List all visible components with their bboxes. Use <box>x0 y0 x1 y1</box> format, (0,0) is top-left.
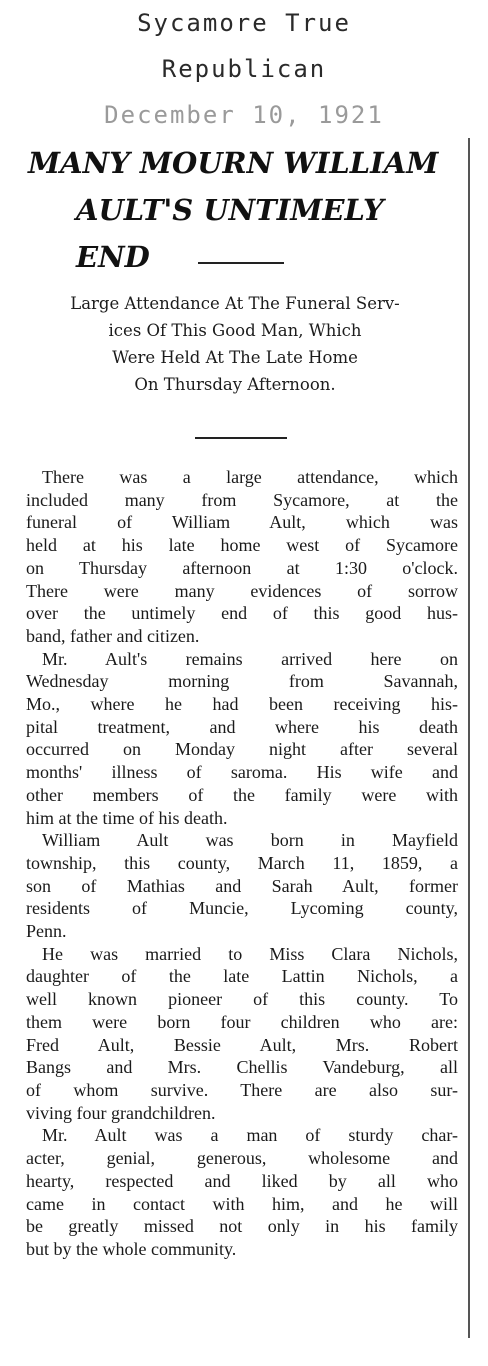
subheadline <box>12 290 458 398</box>
publication-date: December 10, 1921 <box>104 101 384 129</box>
article-body <box>26 466 458 1261</box>
subheadline-line: ices Of This Good Man, Which <box>108 321 362 340</box>
article-line: well known pioneer of this county. To <box>26 989 458 1010</box>
article-line: hearty, respected and liked by all who <box>26 1170 458 1191</box>
article-line: came in contact with him, and he will <box>26 1193 458 1214</box>
article-line: Mr. Ault's remains arrived here on <box>42 648 458 669</box>
article-line: son of Mathias and Sarah Ault, former <box>26 875 458 896</box>
article-line: daughter of the late Lattin Nichols, a <box>26 966 458 987</box>
subheadline-line: On Thursday Afternoon. <box>134 375 336 394</box>
article-line: There were many evidences of sorrow <box>26 580 458 601</box>
article-line: occurred on Monday night after several <box>26 739 458 760</box>
paper-name-line2: Republican <box>161 55 327 83</box>
subheadline-line: Large Attendance At The Funeral Serv- <box>70 294 400 313</box>
article-line: band, father and citizen. <box>26 625 200 646</box>
article-line: Mr. Ault was a man of sturdy char- <box>42 1125 458 1146</box>
article-line: Bangs and Mrs. Chellis Vandeburg, all <box>26 1057 458 1078</box>
headline-line1: MANY MOURN WILLIAM <box>28 146 439 180</box>
headline-divider <box>198 262 284 264</box>
article-line: held at his late home west of Sycamore <box>26 535 458 556</box>
article-line: viving four grandchildren. <box>26 1102 216 1123</box>
column-rule <box>468 138 470 1338</box>
article-line: Penn. <box>26 921 67 942</box>
article-line: There was a large attendance, which <box>42 467 458 487</box>
article-line: but by the whole community. <box>26 1238 237 1259</box>
article-line: be greatly missed not only in his family <box>26 1216 458 1237</box>
article-line: on Thursday afternoon at 1:30 o'clock. <box>26 557 458 578</box>
article-line: township, this county, March 11, 1859, a <box>26 852 458 873</box>
article-line: residents of Muncie, Lycoming county, <box>26 898 458 919</box>
article-line: months' illness of saroma. His wife and <box>26 762 458 783</box>
article-line: Fred Ault, Bessie Ault, Mrs. Robert <box>26 1034 458 1055</box>
article-line: over the untimely end of this good hus- <box>26 603 458 624</box>
article-line: William Ault was born in Mayfield <box>42 830 458 851</box>
paper-name-line1: Sycamore True <box>137 9 351 37</box>
article-line: him at the time of his death. <box>26 807 228 828</box>
article-line: other members of the family were with <box>26 784 458 805</box>
headline <box>10 140 465 281</box>
subheadline-divider <box>195 437 287 439</box>
article-line: included many from Sycamore, at the <box>26 489 458 510</box>
article-line: pital treatment, and where his death <box>26 716 458 737</box>
article-line: He was married to Miss Clara Nichols, <box>42 943 458 964</box>
newspaper-header <box>0 0 488 138</box>
article-line: of whom survive. There are also sur- <box>26 1079 458 1100</box>
article-line: funeral of William Ault, which was <box>26 512 458 533</box>
article-line: them were born four children who are: <box>26 1011 458 1032</box>
subheadline-line: Were Held At The Late Home <box>112 348 358 367</box>
article-line: Wednesday morning from Savannah, <box>26 671 458 692</box>
article-line: Mo., where he had been receiving his- <box>26 694 458 715</box>
article-line: acter, genial, generous, wholesome and <box>26 1148 458 1169</box>
headline-line2: AULT'S UNTIMELY END <box>76 193 384 274</box>
